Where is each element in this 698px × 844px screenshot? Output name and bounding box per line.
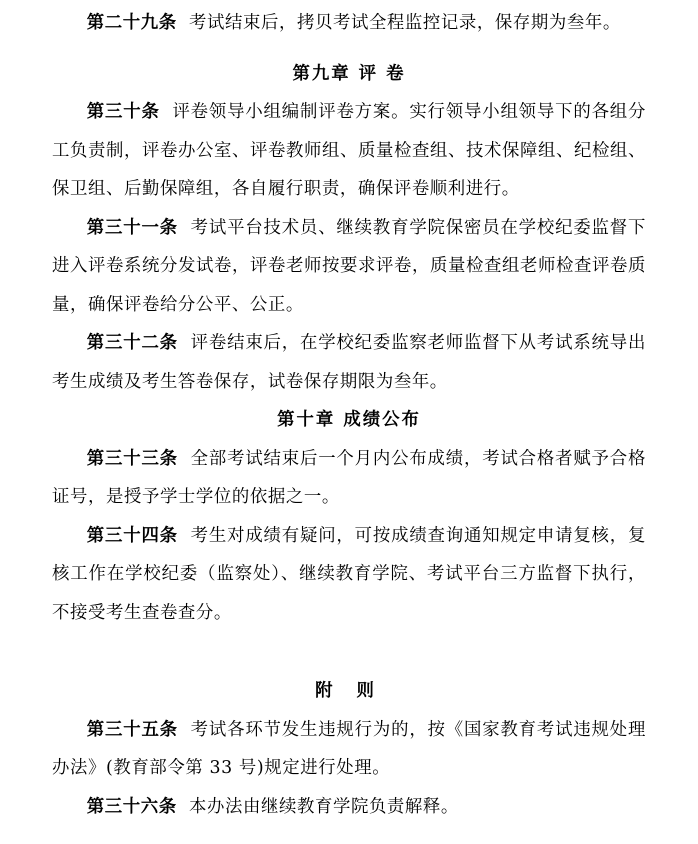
article-paragraph — [52, 93, 646, 209]
article-label: 第二十九条 — [86, 13, 177, 33]
article-label: 第三十条 — [86, 102, 160, 122]
article-label: 第三十一条 — [86, 217, 178, 238]
article-text: 评卷领导小组编制评卷方案。实行领导小组领导下的各组分工负责制，评卷办公室、评卷教师组、质量检查组、技术保障组、纪检组、保卫组、后勤保障组，各自履行职责，确保评卷顺利进行。 — [52, 102, 647, 199]
article-paragraph — [52, 788, 646, 827]
article-text: 评卷结束后，在学校纪委监察老师监督下从考试系统导出考生成绩及考生答卷保存，试卷保存期限为叁年。 — [52, 333, 646, 392]
article-text: 考生对成绩有疑问，可按成绩查询通知规定申请复核，复核工作在学校纪委（监察处）、继续教育学院、考试平台三方监督下执行，不接受考生查卷查分。 — [52, 525, 646, 623]
spacer — [52, 43, 646, 55]
article-text: 考试结束后，拷贝考试全程监控记录，保存期为叁年。 — [189, 13, 621, 33]
spacer — [52, 632, 646, 672]
article-paragraph — [52, 711, 646, 788]
article-paragraph — [52, 517, 646, 633]
article-text: 考试平台技术员、继续教育学院保密员在学校纪委监督下进入评卷系统分发试卷，评卷老师按要求评卷，质量检查组老师检查评卷质量，确保评卷给分公平、公正。 — [52, 217, 646, 315]
article-paragraph — [52, 324, 646, 401]
article-text: 考试各环节发生违规行为的，按《国家教育考试违规处理办法》(教育部令第 33 号)规定进行处理。 — [52, 719, 646, 778]
article-text: 全部考试结束后一个月内公布成绩，考试合格者赋予合格证号，是授予学士学位的依据之一。 — [52, 448, 646, 507]
article-text: 本办法由继续教育学院负责解释。 — [189, 796, 459, 817]
appendix-heading: 附 则 — [315, 681, 383, 701]
article-label: 第三十五条 — [86, 719, 178, 740]
chapter-heading: 第九章 评 卷 — [292, 63, 406, 84]
article-label: 第三十二条 — [86, 333, 178, 353]
article-paragraph — [52, 209, 646, 325]
article-paragraph — [52, 0, 646, 43]
article-label: 第三十三条 — [86, 448, 178, 469]
article-label: 第三十四条 — [86, 525, 178, 546]
article-paragraph — [52, 440, 646, 517]
chapter-heading: 第十章 成绩公布 — [277, 410, 421, 430]
article-label: 第三十六条 — [86, 796, 177, 817]
